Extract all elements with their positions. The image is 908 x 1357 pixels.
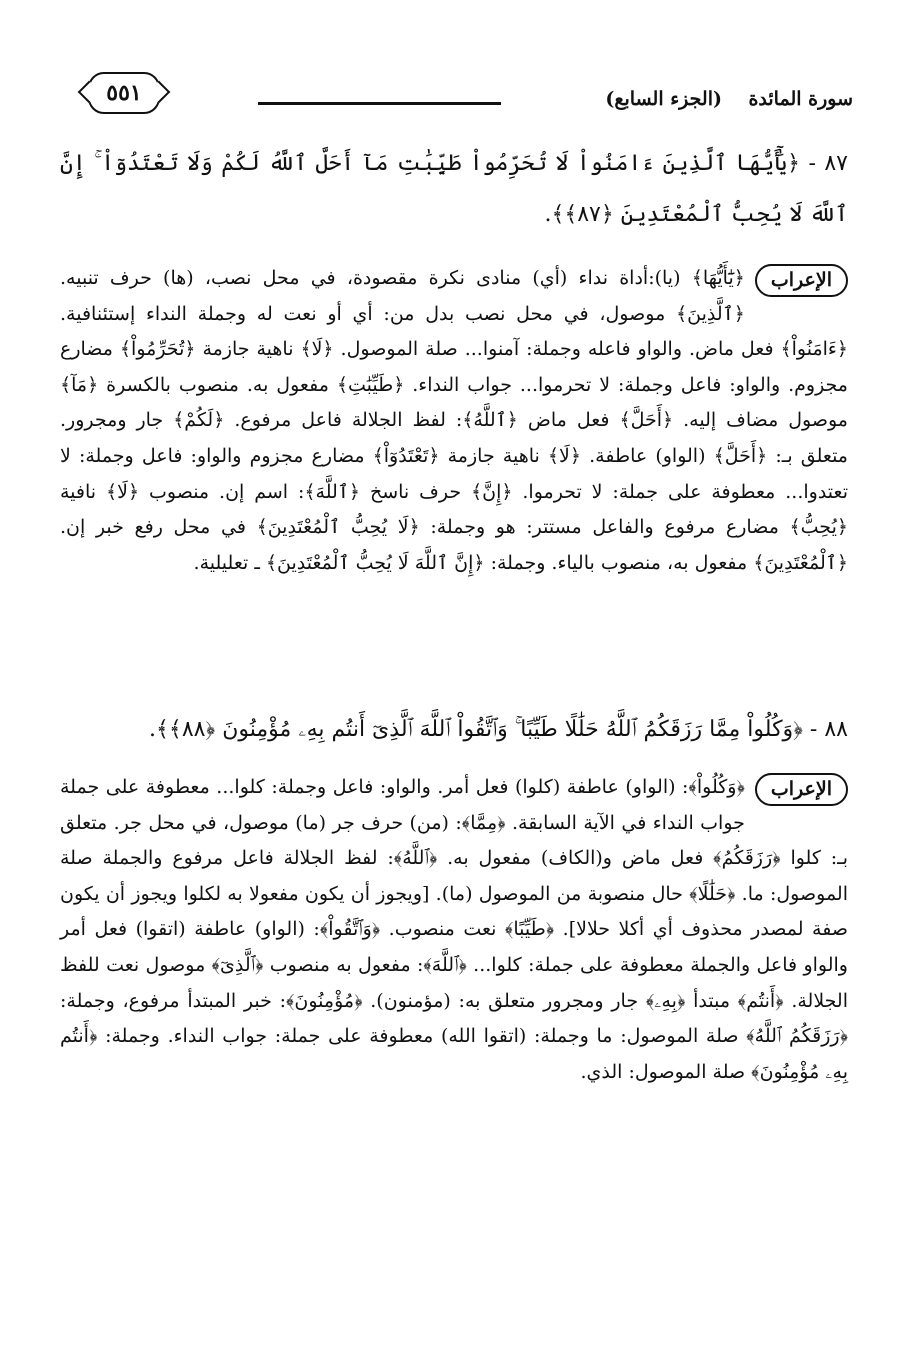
irab-88-paragraph bbox=[60, 770, 848, 1090]
header-title bbox=[605, 88, 853, 110]
irab-87-text: ﴿يَٰٓأَيُّهَا﴾ (يا):أداة نداء (أي) منادى نكرة مقصودة، في محل نصب، (ها) حرف تنبيه. ﴿ٱلَّذِينَ﴾ موصول، في محل نصب بدل من: أي أو نعت له وجملة النداء إستئنافية. ﴿ءَامَنُواْ﴾ فعل ماض. والواو فاعله وجملة: آمنوا... صلة الموصول. ﴿لَا﴾ ناهية جازمة ﴿تُحَرِّمُواْ﴾ مضارع مجزوم. والواو: فاعل وجملة: لا تحرموا... جواب النداء. ﴿طَيِّبَٰتِ﴾ مفعول به. منصوب بالكسرة ﴿مَآ﴾ موصول مضاف إليه. ﴿أَحَلَّ﴾ فعل ماض ﴿ٱللَّهُ﴾: لفظ الجلالة فاعل مرفوع. ﴿لَكُمْ﴾ جار ومجرور. متعلق بـ: ﴿أَحَلَّ﴾ (الواو) عاطفة. ﴿لَا﴾ ناهية جازمة ﴿تَعْتَدُوٓاْ﴾ مضارع مجزوم والواو: فاعل وجملة: لا تعتدوا... معطوفة على جملة: لا تحرموا. ﴿إِنَّ﴾ حرف ناسخ ﴿ٱللَّهَ﴾: اسم إن. منصوب ﴿لَا﴾ نافية ﴿يُحِبُّ﴾ مضارع مرفوع والفاعل مستتر: هو وجملة: ﴿لَا يُحِبُّ ٱلْمُعْتَدِينَ﴾ في محل رفع خبر إن. ﴿ٱلْمُعْتَدِينَ﴾ مفعول به، منصوب بالياء. وجملة: ﴿إِنَّ ٱللَّهَ لَا يُحِبُّ ٱلْمُعْتَدِينَ﴾ ـ تعليلية. bbox=[60, 267, 848, 574]
page-header bbox=[88, 72, 853, 122]
verse-87-number: ٨٧ - bbox=[808, 151, 848, 176]
page-number: ٥٥١ bbox=[106, 80, 142, 106]
header-rule bbox=[258, 102, 501, 105]
verse-88-number: ٨٨ - bbox=[809, 717, 848, 742]
irab-87-paragraph bbox=[60, 261, 848, 581]
verse-88 bbox=[60, 704, 848, 755]
verse-88-text: ﴿وَكُلُواْ مِمَّا رَزَقَكُمُ ٱللَّهُ حَلَٰلًا طَيِّبًا ۚ وَٱتَّقُواْ ٱللَّهَ ٱلَّذِىٓ أَنتُم بِهِۦ مُؤْمِنُونَ ﴿٨٨﴾﴾. bbox=[149, 717, 803, 742]
irab-87-badge: الإعراب bbox=[755, 264, 848, 297]
surah-name: سورة المائدة bbox=[748, 88, 853, 110]
juz-name: (الجزء السابع) bbox=[605, 88, 722, 110]
irab-88-text: ﴿وَكُلُواْ﴾: (الواو) عاطفة (كلوا) فعل أمر. والواو: فاعل وجملة: كلوا... معطوفة على جملة جواب النداء في الآية السابقة. ﴿مِمَّا﴾: (من) حرف جر (ما) موصول، في محل جر. متعلق بـ: كلوا ﴿رَزَقَكُمُ﴾ فعل ماض و(الكاف) مفعول به. ﴿ٱللَّهُ﴾: لفظ الجلالة فاعل مرفوع والجملة صلة الموصول: ما. ﴿حَلَٰلًا﴾ حال منصوبة من الموصول (ما). [ويجوز أن يكون مفعولا به لكلوا ويجوز أن يكون صفة لمصدر محذوف أي أكلا حلالا]. ﴿طَيِّبًا﴾ نعت منصوب. ﴿وَٱتَّقُواْ﴾: (الواو) عاطفة (اتقوا) فعل أمر والواو فاعل والجملة معطوفة على جملة: كلوا... ﴿ٱللَّهَ﴾: مفعول به منصوب ﴿ٱلَّذِىٓ﴾ موصول نعت للفظ الجلالة. ﴿أَنتُم﴾ مبتدأ ﴿بِهِۦ﴾ جار ومجرور متعلق به: (مؤمنون). ﴿مُؤْمِنُونَ﴾: خبر المبتدأ مرفوع، وجملة: ﴿رَزَقَكُمُ ٱللَّهُ﴾ صلة الموصول: ما وجملة: (اتقوا الله) معطوفة على جملة: جواب النداء. وجملة: ﴿أَنتُم بِهِۦ مُؤْمِنُونَ﴾ صلة الموصول: الذي. bbox=[60, 776, 848, 1083]
verse-87 bbox=[60, 138, 848, 240]
irab-88-badge: الإعراب bbox=[755, 773, 848, 806]
verse-87-text: ﴿يَٰٓأَيُّهَا ٱلَّذِينَ ءَامَنُواْ لَا تُحَرِّمُواْ طَيِّبَٰتِ مَآ أَحَلَّ ٱللَّهُ لَكُمْ وَلَا تَعْتَدُوٓاْ ۚ إِنَّ ٱللَّهَ لَا يُحِبُّ ٱلْمُعْتَدِينَ ﴿٨٧﴾﴾. bbox=[60, 151, 848, 227]
page-number-frame bbox=[88, 72, 160, 114]
